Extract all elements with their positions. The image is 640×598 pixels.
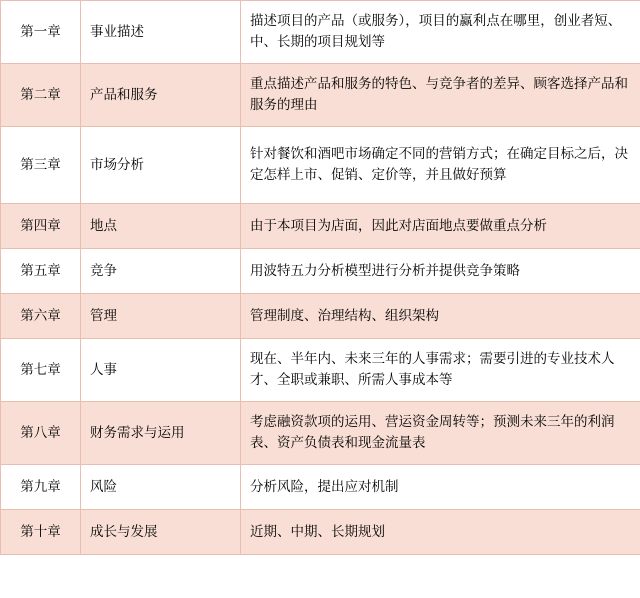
cell-description: 现在、半年内、未来三年的人事需求；需要引进的专业技术人才、全职或兼职、所需人事成本等: [241, 339, 640, 402]
cell-description: 描述项目的产品（或服务），项目的赢利点在哪里，创业者短、中、长期的项目规划等: [241, 1, 640, 64]
cell-chapter: 第一章: [1, 1, 81, 64]
cell-chapter: 第七章: [1, 339, 81, 402]
cell-chapter: 第九章: [1, 465, 81, 510]
table-row: [1, 294, 640, 339]
table-row: [1, 204, 640, 249]
table-row: [1, 465, 640, 510]
cell-topic: 市场分析: [81, 127, 241, 204]
cell-topic: 事业描述: [81, 1, 241, 64]
cell-description: 用波特五力分析模型进行分析并提供竞争策略: [241, 249, 640, 294]
cell-description: 重点描述产品和服务的特色、与竞争者的差异、顾客选择产品和服务的理由: [241, 64, 640, 127]
cell-chapter: 第六章: [1, 294, 81, 339]
cell-topic: 风险: [81, 465, 241, 510]
table-row: [1, 249, 640, 294]
table-row: [1, 127, 640, 204]
cell-topic: 地点: [81, 204, 241, 249]
cell-topic: 财务需求与运用: [81, 402, 241, 465]
table-row: [1, 402, 640, 465]
cell-topic: 成长与发展: [81, 510, 241, 555]
cell-chapter: 第四章: [1, 204, 81, 249]
cell-chapter: 第十章: [1, 510, 81, 555]
cell-description: 由于本项目为店面，因此对店面地点要做重点分析: [241, 204, 640, 249]
cell-chapter: 第二章: [1, 64, 81, 127]
cell-chapter: 第八章: [1, 402, 81, 465]
cell-description: 针对餐饮和酒吧市场确定不同的营销方式；在确定目标之后，决定怎样上市、促销、定价等，并且做好预算: [241, 127, 640, 204]
table-row: [1, 64, 640, 127]
cell-chapter: 第五章: [1, 249, 81, 294]
cell-topic: 人事: [81, 339, 241, 402]
table-row: [1, 1, 640, 64]
table-body: [1, 1, 640, 555]
table-row: [1, 510, 640, 555]
cell-description: 管理制度、治理结构、组织架构: [241, 294, 640, 339]
cell-description: 近期、中期、长期规划: [241, 510, 640, 555]
cell-topic: 产品和服务: [81, 64, 241, 127]
cell-chapter: 第三章: [1, 127, 81, 204]
cell-description: 考虑融资款项的运用、营运资金周转等；预测未来三年的利润表、资产负债表和现金流量表: [241, 402, 640, 465]
table-row: [1, 339, 640, 402]
cell-topic: 竞争: [81, 249, 241, 294]
cell-topic: 管理: [81, 294, 241, 339]
cell-description: 分析风险，提出应对机制: [241, 465, 640, 510]
